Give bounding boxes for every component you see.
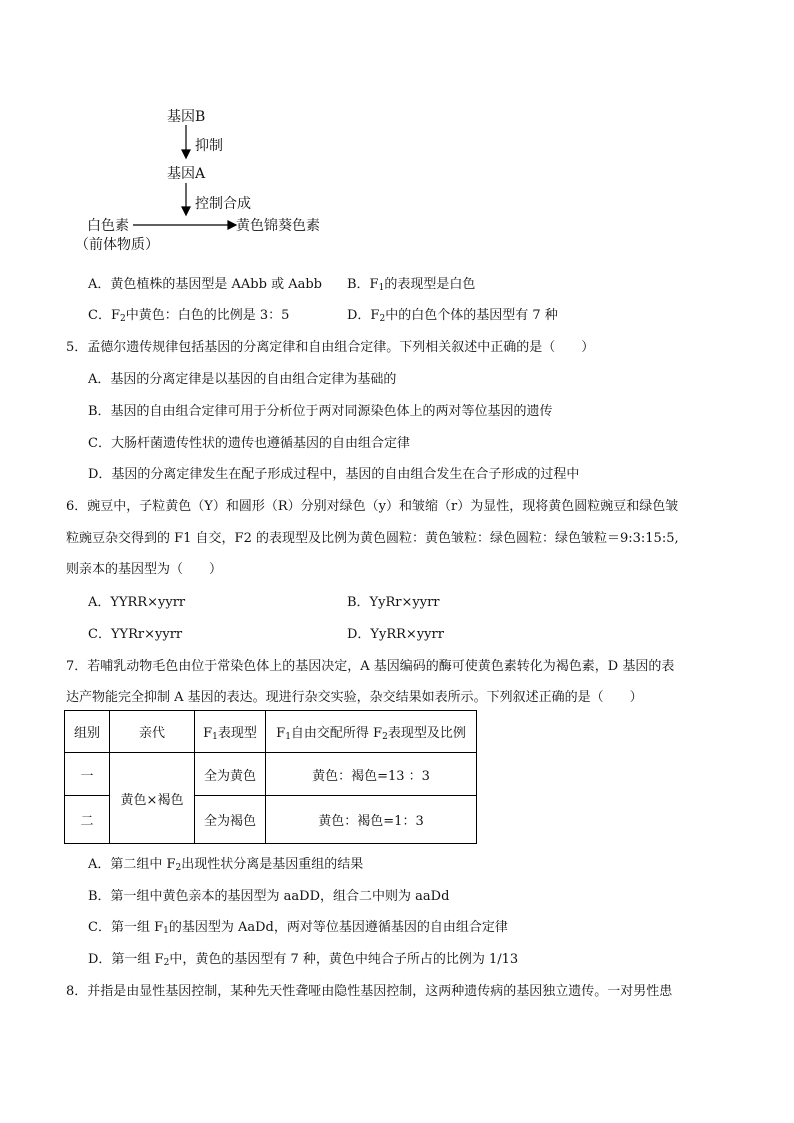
q6-stem-line1: 6．豌豆中，子粒黄色（Y）和圆形（R）分别对绿色（y）和皱缩（r）为显性，现将黄色圆粒豌豆和绿色皱	[66, 499, 679, 514]
conversion-arrowhead	[228, 221, 236, 229]
cross-results-table	[64, 710, 477, 844]
row1-f1: 全为黄色	[195, 753, 266, 796]
q4-option-b: B．$F_1$的表现型是白色	[347, 277, 476, 293]
q6-option-d: D．YyRR×yyrr	[347, 627, 444, 642]
q5-option-d: D．基因的分离定律发生在配子形成过程中，基因的自由组合发生在合子形成的过程中	[88, 467, 580, 482]
table-header-row	[65, 711, 477, 753]
q5-option-b: B．基因的自由组合定律可用于分析位于两对同源染色体上的两对等位基因的遗传	[88, 404, 553, 419]
parent-cell: 黄色×褐色	[110, 753, 195, 844]
gene-a-label: 基因A	[167, 166, 206, 182]
q7-option-b: B．第一组中黄色亲本的基因型为 aaDD，组合二中则为 aaDd	[88, 889, 450, 904]
row1-f2: 黄色：褐色=13 ：3	[266, 753, 477, 796]
row2-f1: 全为褐色	[195, 796, 266, 844]
q4-option-a: A．黄色植株的基因型是 AAbb 或 Aabb	[88, 277, 322, 292]
header-f2: $F_1$自由交配所得 $F_2$表现型及比例	[266, 711, 477, 753]
q4-option-d: D．$F_2$中的白色个体的基因型有 7 种	[347, 308, 558, 324]
yellow-pigment-label: 黄色锦葵色素	[236, 218, 320, 234]
control-label: 控制合成	[195, 196, 251, 212]
q6-option-b: B．YyRr×yyrr	[347, 595, 440, 610]
q8-stem-line1: 8．并指是由显性基因控制，某种先天性聋哑由隐性基因控制，这两种遗传病的基因独立遗传。一对男性患	[66, 984, 673, 999]
diagram-arrows	[0, 0, 794, 260]
row2-f2: 黄色：褐色=1：3	[266, 796, 477, 844]
q6-option-c: C．YYRr×yyrr	[88, 627, 183, 642]
header-f1: $F_1$表现型	[195, 711, 266, 753]
inhibit-arrowhead	[182, 150, 190, 158]
row1-group: 一	[65, 753, 110, 796]
q7-option-c: C．第一组 $F_1$的基因型为 AaDd，两对等位基因遵循基因的自由组合定律	[88, 920, 508, 936]
q4-option-c: C．$F_2$中黄色：白色的比例是 3：5	[88, 308, 290, 324]
q6-stem-line2: 粒豌豆杂交得到的 F1 自交，F2 的表现型及比例为黄色圆粒：黄色皱粒：绿色圆粒：绿色皱粒＝9:3:15:5,	[66, 531, 679, 546]
header-group: 组别	[65, 711, 110, 753]
precursor-label: （前体物质）	[75, 237, 159, 253]
q7-option-d: D．第一组 $F_2$中，黄色的基因型有 7 种，黄色中纯合子所占的比例为 1/13	[88, 952, 519, 968]
q5-option-a: A．基因的分离定律是以基因的自由组合定律为基础的	[88, 372, 397, 387]
row2-group: 二	[65, 796, 110, 844]
header-parent: 亲代	[110, 711, 195, 753]
q7-option-a: A．第二组中 $F_2$出现性状分离是基因重组的结果	[88, 857, 364, 873]
table-row	[65, 753, 477, 796]
q6-option-a: A．YYRR×yyrr	[88, 595, 186, 610]
q6-stem-line3: 则亲本的基因型为（ ）	[66, 562, 223, 577]
gene-b-label: 基因B	[167, 109, 206, 125]
control-arrowhead	[182, 207, 190, 215]
q7-stem-line1: 7．若哺乳动物毛色由位于常染色体上的基因决定，A 基因编码的酶可使黄色素转化为褐色素，D 基因的表	[66, 659, 675, 674]
q5-stem: 5．孟德尔遗传规律包括基因的分离定律和自由组合定律。下列相关叙述中正确的是（ ）	[66, 340, 595, 355]
inhibit-label: 抑制	[195, 138, 223, 154]
q5-option-c: C．大肠杆菌遗传性状的遗传也遵循基因的自由组合定律	[88, 436, 410, 451]
q7-stem-line2: 达产物能完全抑制 A 基因的表达。现进行杂交实验，杂交结果如表所示。下列叙述正确的是（ ）	[66, 690, 643, 705]
white-pigment-label: 白色素	[87, 218, 129, 234]
